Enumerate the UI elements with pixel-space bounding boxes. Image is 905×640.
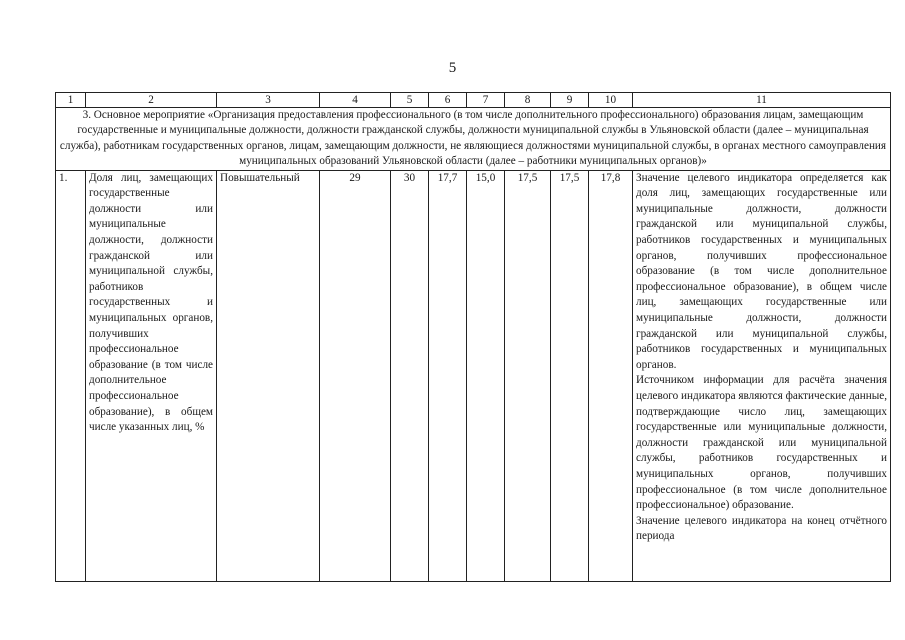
column-number: 5 bbox=[391, 93, 429, 108]
section-heading-row bbox=[56, 108, 891, 171]
page-number: 5 bbox=[448, 60, 457, 76]
indicator-value: 17,8 bbox=[589, 170, 633, 581]
column-number: 1 bbox=[56, 93, 86, 108]
indicator-name: Доля лиц, замещающих государственные должности или муниципальные должности, должности гражданской или муниципальной службы, работников государственных и муниципальных органов, получивших профессиональное образование (в том числе дополнительное профессиональное образование), в общем числе указанных лиц, % bbox=[86, 170, 217, 581]
description-paragraph: Источником информации для расчёта значения целевого индикатора являются фактические данные, подтверждающие число лиц, замещающих государственные или муниципальные должности, должности гражданской или муниципальной службы, работников государственных и муниципальных органов, получивших профессиональное (в том числе дополнительное профессиональное) образование. bbox=[636, 374, 887, 512]
indicator-value: 15,0 bbox=[467, 170, 505, 581]
indicator-value: 29 bbox=[320, 170, 391, 581]
description-paragraph: Значение целевого индикатора на конец отчётного периода bbox=[636, 514, 887, 543]
column-number: 6 bbox=[429, 93, 467, 108]
indicators-table bbox=[55, 92, 891, 582]
column-number: 10 bbox=[589, 93, 633, 108]
column-number: 9 bbox=[551, 93, 589, 108]
indicator-value: 30 bbox=[391, 170, 429, 581]
column-number: 11 bbox=[633, 93, 891, 108]
indicator-value: 17,5 bbox=[551, 170, 589, 581]
indicator-value: 17,5 bbox=[505, 170, 551, 581]
column-number: 4 bbox=[320, 93, 391, 108]
section-heading: 3. Основное мероприятие «Организация предоставления профессионального (в том числе дополнительного профессионального) образования лицам, замещающим государственные и муниципальные должности, должности гражданской службы, должности муниципальной службы в Ульяновской области (далее – муниципальная служба), работникам государственных органов, лицам, замещающим должности, не являющиеся должностями муниципальной службы, в органах местного самоуправления муниципальных образований Ульяновской области (далее – работники муниципальных органов)» bbox=[56, 108, 891, 171]
description-paragraph: Значение целевого индикатора определяется как доля лиц, замещающих государственные или муниципальные должности, должности гражданской или муниципальной службы, работников государственных и муниципальных органов, получивших профессиональное образование (в том числе дополнительное профессиональное образование), в общем числе лиц, замещающих государственные или муниципальные должности, должности гражданской или муниципальной службы, работников государственных и муниципальных органов. bbox=[636, 171, 887, 371]
column-number: 8 bbox=[505, 93, 551, 108]
column-number: 3 bbox=[217, 93, 320, 108]
table-row bbox=[56, 170, 891, 581]
indicator-direction: Повышательный bbox=[217, 170, 320, 581]
indicator-description bbox=[633, 170, 891, 581]
column-number-row bbox=[56, 93, 891, 108]
row-number: 1. bbox=[56, 170, 86, 581]
indicator-value: 17,7 bbox=[429, 170, 467, 581]
column-number: 2 bbox=[86, 93, 217, 108]
column-number: 7 bbox=[467, 93, 505, 108]
